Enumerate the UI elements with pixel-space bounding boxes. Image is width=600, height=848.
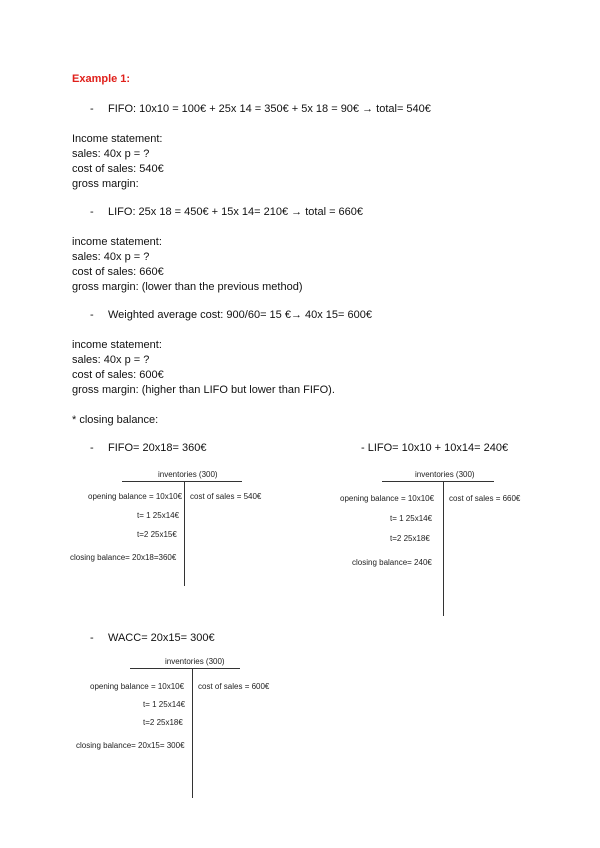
t-account-closing-balance: closing balance= 20x18=360€ [70,553,177,562]
fifo-sales: sales: 40x p = ? [72,148,150,160]
t-account-opening-balance: opening balance = 10x10€ [340,494,435,503]
wac-gross-margin: gross margin: (higher than LIFO but lower than FIFO). [72,384,335,396]
t-account-entry: t=2 25x15€ [137,530,177,539]
wac-cost-of-sales: cost of sales: 600€ [72,369,164,381]
closing-balance-heading: * closing balance: [72,414,159,426]
t-account-cost-of-sales: cost of sales = 660€ [449,494,521,503]
lifo-calculation: LIFO: 25x 18 = 450€ + 15x 14= 210€ → total = 660€ [108,206,364,218]
example-title: Example 1: [72,73,131,85]
t-account-entry: t=2 25x18€ [143,718,183,727]
t-account-title: inventories (300) [415,470,475,479]
wac-calculation: Weighted average cost: 900/60= 15 €→ 40x 15= 600€ [108,309,372,321]
fifo-calculation: FIFO: 10x10 = 100€ + 25x 14 = 350€ + 5x 18 = 90€ → total= 540€ [108,103,431,115]
t-account-closing-balance: closing balance= 240€ [352,558,432,567]
wac-statement-heading: income statement: [72,339,162,351]
closing-lifo: - LIFO= 10x10 + 10x14= 240€ [361,442,509,454]
t-account-closing-balance: closing balance= 20x15= 300€ [76,741,185,750]
closing-wacc: WACC= 20x15= 300€ [108,632,215,644]
closing-wacc-bullet: - [90,632,94,644]
t-account-entry: t= 1 25x14€ [143,700,186,709]
lifo-bullet: - [90,206,94,218]
fifo-bullet: - [90,103,94,115]
t-account-title: inventories (300) [165,657,225,666]
fifo-gross-margin: gross margin: [72,178,139,190]
t-account-cost-of-sales: cost of sales = 540€ [190,492,262,501]
closing-fifo: FIFO= 20x18= 360€ [108,442,207,454]
fifo-cost-of-sales: cost of sales: 540€ [72,163,164,175]
t-account-title: inventories (300) [158,470,218,479]
t-account-top-line [122,481,242,482]
lifo-statement-heading: income statement: [72,236,162,248]
t-account-cost-of-sales: cost of sales = 600€ [198,682,270,691]
lifo-sales: sales: 40x p = ? [72,251,150,263]
t-account-divider [184,481,185,586]
closing-fifo-bullet: - [90,442,94,454]
t-account-divider [192,668,193,798]
t-account-top-line [130,668,240,669]
t-account-opening-balance: opening balance = 10x10€ [88,492,183,501]
wac-bullet: - [90,309,94,321]
lifo-cost-of-sales: cost of sales: 660€ [72,266,164,278]
t-account-top-line [382,481,494,482]
t-account-opening-balance: opening balance = 10x10€ [90,682,185,691]
t-account-entry: t= 1 25x14€ [390,514,433,523]
lifo-gross-margin: gross margin: (lower than the previous method) [72,281,303,293]
t-account-entry: t= 1 25x14€ [137,511,180,520]
wac-sales: sales: 40x p = ? [72,354,150,366]
fifo-statement-heading: Income statement: [72,133,163,145]
t-account-entry: t=2 25x18€ [390,534,430,543]
t-account-divider [443,481,444,616]
